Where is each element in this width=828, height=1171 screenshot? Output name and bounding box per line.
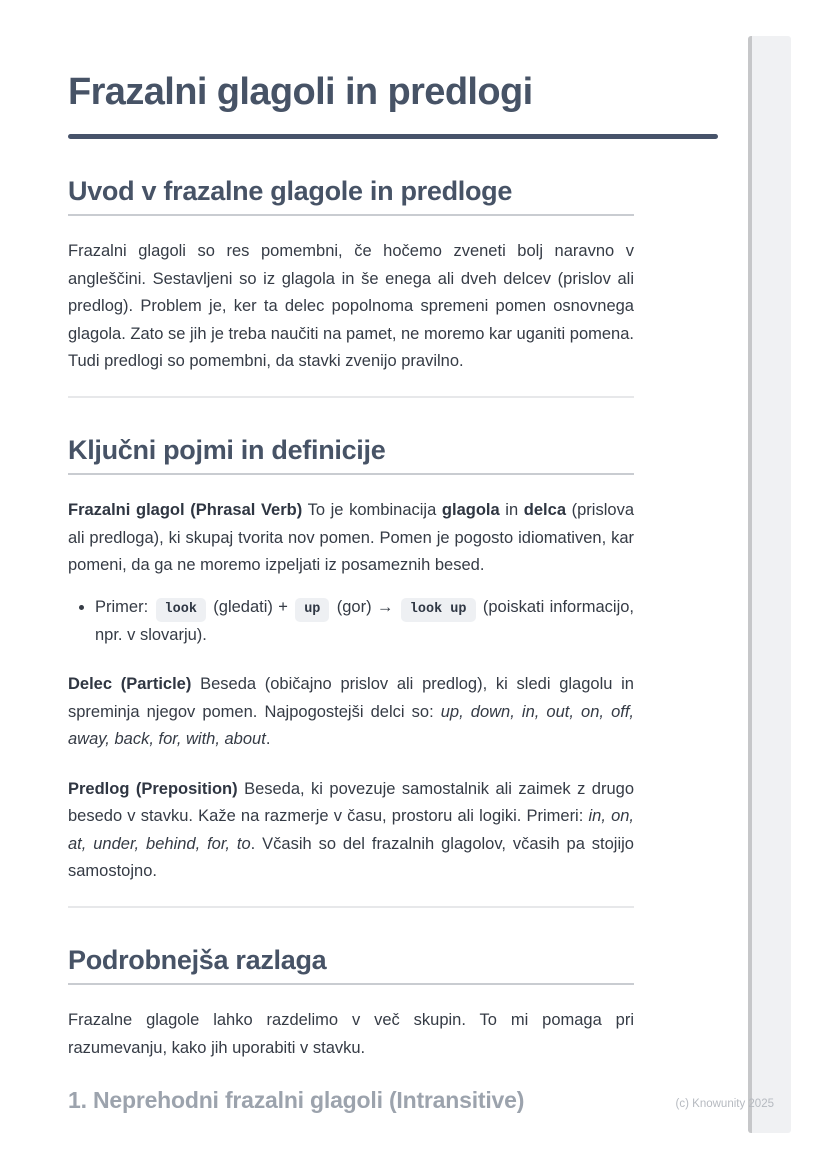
page-edge-scrollbar-track	[748, 36, 791, 1133]
paragraph-particle-definition	[68, 671, 634, 754]
paragraph-intro-razlaga	[68, 1007, 634, 1062]
section-divider	[68, 396, 634, 398]
heading-rule	[68, 214, 634, 216]
section-kljucni-pojmi	[68, 434, 634, 886]
text-run: Frazalne glagole lahko razdelimo v več skupin. To mi pomaga pri razumevanju, kako jih uporabiti v stavku.	[68, 1011, 634, 1057]
text-run: .	[265, 730, 271, 749]
text-run: Frazalni glagol (Phrasal Verb)	[68, 501, 303, 520]
section-heading-podrobnejsa-razlaga: Podrobnejša razlaga	[68, 944, 327, 975]
paragraph-phrasal-verb-definition	[68, 497, 634, 580]
text-run: in, on, at, under, behind, for, to	[68, 807, 635, 853]
copyright-note: (c) Knowunity 2025	[675, 1098, 774, 1110]
section-heading-uvod: Uvod v frazalne glagole in predloge	[68, 175, 513, 206]
code-chip: look	[156, 598, 206, 622]
bullet-list	[68, 594, 634, 650]
subsection-heading-intransitive: 1. Neprehodni frazalni glagoli (Intransitive)	[68, 1087, 525, 1114]
text-run: Frazalni glagoli so res pomembni, če hočemo zveneti bolj naravno v angleščini. Sestavljeni so iz glagola in še enega ali dveh delcev (prislov ali predlog). Problem je, ker ta delec popolnoma spremeni pomen osnovnega glagola. Zato se jih je treba naučiti na pamet, ne moremo kar uganiti pomena. Tudi predlogi so pomembni, da stavki zvenijo pravilno.	[68, 242, 634, 371]
text-run: . Včasih so del frazalnih glagolov, včasih pa stojijo samostojno.	[68, 834, 634, 881]
list-item-example	[95, 594, 634, 650]
document-title: Frazalni glagoli in predlogi	[68, 71, 533, 113]
text-run: (poiskati informacijo, npr. v slovarju).	[95, 597, 634, 644]
code-chip: up	[295, 598, 329, 622]
paragraph-intro-uvod	[68, 238, 634, 376]
heading-rule	[68, 473, 634, 475]
section-divider	[68, 906, 634, 908]
section-podrobnejsa-razlaga	[68, 944, 634, 1115]
text-run: up, down, in, out, on, off, away, back, for, with, about	[68, 702, 634, 749]
text-run: in	[499, 501, 524, 520]
text-run: delca	[523, 501, 566, 520]
title-rule	[68, 134, 718, 139]
text-run: Delec (Particle)	[68, 675, 192, 694]
heading-rule	[68, 983, 634, 985]
section-heading-kljucni-pojmi: Ključni pojmi in definicije	[68, 434, 386, 465]
paragraph-preposition-definition	[68, 776, 634, 886]
text-run: glagola	[441, 501, 500, 520]
text-run: (gledati) +	[207, 597, 294, 616]
code-chip: look up	[401, 598, 476, 622]
text-run: (gor) →	[331, 597, 399, 616]
text-run: Predlog (Preposition)	[68, 779, 238, 798]
section-uvod	[68, 175, 634, 376]
document-content	[68, 0, 634, 1115]
text-run: (prislova ali predloga), ki skupaj tvorita nov pomen. Pomen je pogosto idiomativen, kar pomeni, da ga ne moremo izpeljati iz posameznih besed.	[68, 501, 634, 575]
text-run: Beseda (običajno prislov ali predlog), ki sledi glagolu in spreminja njegov pomen. Najpogostejši delci so:	[68, 675, 634, 721]
text-run: Beseda, ki povezuje samostalnik ali zaimek z drugo besedo v stavku. Kaže na razmerje v času, prostoru ali logiki. Primeri:	[68, 779, 634, 826]
text-run: Primer:	[95, 597, 154, 616]
text-run: To je kombinacija	[302, 501, 442, 520]
